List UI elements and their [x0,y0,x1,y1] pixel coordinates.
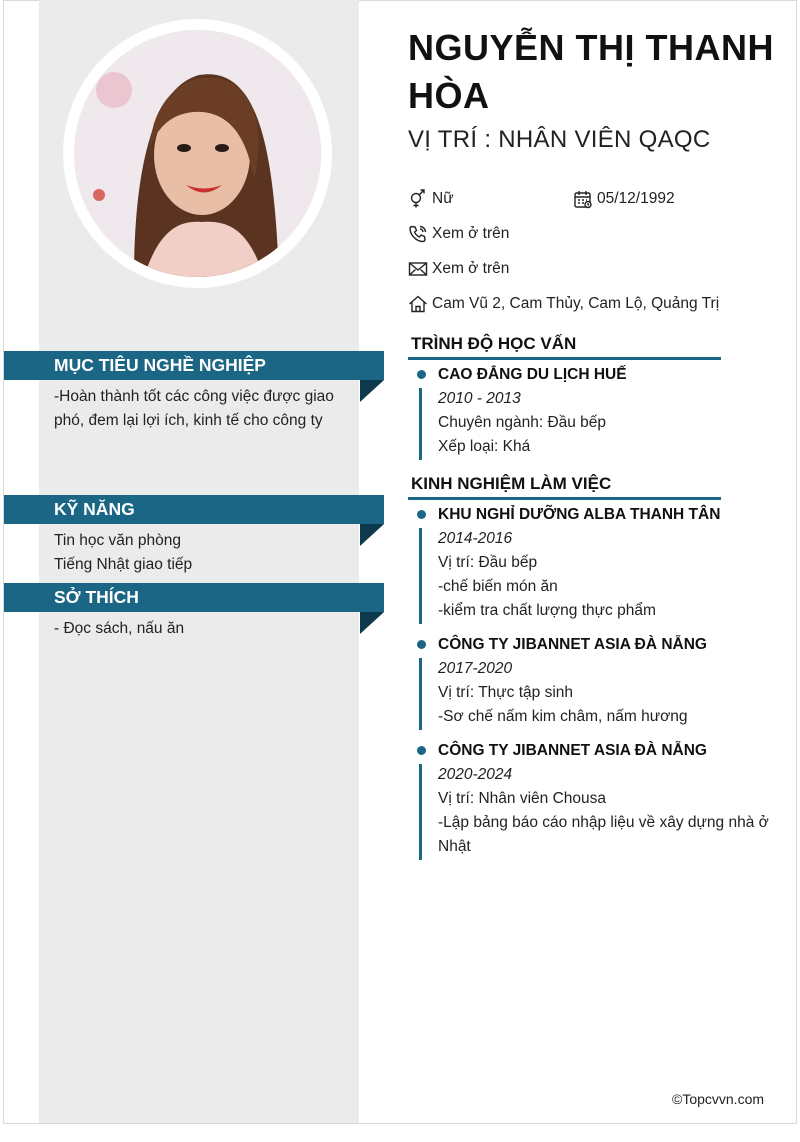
entry-line: -Lập bảng báo cáo nhập liệu về xây dựng nhà ở Nhật [438,814,769,855]
phone-icon [408,224,428,244]
email-info [408,258,509,280]
company-name: KHU NGHỈ DƯỠNG ALBA THANH TÂN [438,506,721,523]
school-name: CAO ĐẲNG DU LỊCH HUẾ [438,366,627,383]
entry-line: Vị trí: Nhân viên Chousa [438,790,607,807]
experience-rule [408,497,721,500]
copyright-text: ©Topcvvn.com [672,1091,765,1107]
gender-value: Nữ [432,190,454,207]
entry-line: -Sơ chế nấm kim châm, nấm hương [438,708,688,725]
entry-line: Chuyên ngành: Đầu bếp [438,414,607,431]
timeline-dot [417,640,426,649]
education-rule [408,357,721,360]
education-entry [438,363,788,459]
phone-value: Xem ở trên [432,225,510,242]
entry-period: 2014-2016 [438,530,513,547]
experience-heading: KINH NGHIỆM LÀM VIỆC [411,474,612,493]
timeline-bar [419,764,422,860]
hobbies-heading-fold [360,612,384,634]
timeline-bar [419,388,422,460]
company-name: CÔNG TY JIBANNET ASIA ĐÀ NẴNG [438,636,707,653]
skills-heading-fold [360,524,384,546]
skills-list [54,529,334,577]
timeline-bar [419,658,422,730]
objective-text: -Hoàn thành tốt các công việc được giao phó, đem lại lợi ích, kinh tế cho công ty [54,388,334,429]
hobbies-text: - Đọc sách, nấu ăn [54,620,185,637]
avatar [74,30,321,277]
address-value: Cam Vũ 2, Cam Thủy, Cam Lộ, Quảng Trị [432,295,720,312]
birthdate-info [573,188,675,210]
skill-item: Tin học văn phòng [54,532,181,549]
entry-line: Vị trí: Thực tập sinh [438,684,574,701]
calendar-icon [573,189,593,209]
entry-period: 2010 - 2013 [438,390,521,407]
birthdate-value: 05/12/1992 [597,190,675,207]
phone-info [408,223,509,245]
skill-item: Tiếng Nhật giao tiếp [54,556,193,573]
hobbies-heading: SỞ THÍCH [4,583,384,612]
entry-line: Vị trí: Đầu bếp [438,554,538,571]
email-value: Xem ở trên [432,260,510,277]
entry-period: 2017-2020 [438,660,513,677]
timeline-dot [417,370,426,379]
entry-line: -chế biến món ăn [438,578,558,595]
objective-heading-fold [360,380,384,402]
experience-entry [438,739,788,859]
experience-entry [438,633,788,729]
timeline-dot [417,746,426,755]
envelope-icon [408,259,428,279]
education-heading: TRÌNH ĐỘ HỌC VẤN [411,334,577,353]
experience-entry [438,503,788,623]
gender-icon [408,189,428,209]
timeline-bar [419,528,422,624]
timeline-dot [417,510,426,519]
entry-line: -kiểm tra chất lượng thực phẩm [438,602,656,619]
entry-period: 2020-2024 [438,766,513,783]
company-name: CÔNG TY JIBANNET ASIA ĐÀ NẴNG [438,742,707,759]
address-info [408,293,719,315]
home-icon [408,294,428,314]
candidate-name: NGUYỄN THỊ THANH HÒA [408,27,774,116]
objective-heading: MỤC TIÊU NGHỀ NGHIỆP [4,351,384,380]
position-title: VỊ TRÍ : NHÂN VIÊN QAQC [408,126,711,153]
entry-line: Xếp loại: Khá [438,438,531,455]
skills-heading: KỸ NĂNG [4,495,384,524]
gender-info [408,188,454,210]
